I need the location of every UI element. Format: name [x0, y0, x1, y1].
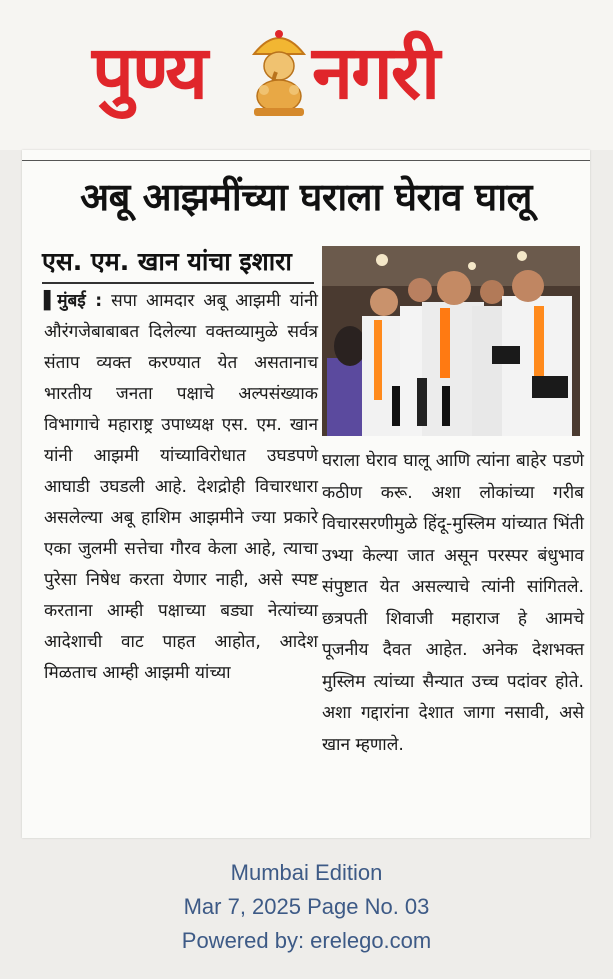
ganesha-logo-icon [246, 20, 312, 120]
article-column-right [322, 446, 584, 761]
date-page-label: Mar 7, 2025 Page No. 03 [183, 894, 430, 919]
dateline: मुंबई : [57, 291, 103, 311]
article-text-right: घराला घेराव घालू आणि त्यांना बाहेर पडणे कठीण करू. अशा लोकांच्या गरीब विचारसरणीमुळे हिंदू-मुस्लिम यांच्यात भिंती उभ्या केल्या जात असून परस्पर बंधुभाव संपुष्टात येत असल्याचे त्यांनी सांगितले. छत्रपती शिवाजी महाराज हे आमचे पूजनीय दैवत आहेत. अनेक देशभक्त मुस्लिम त्यांच्या सैन्यात उच्च पदांवर होते. अशा गद्दारांना देशात जागा नसावी, असे खान म्हणाले. [322, 451, 584, 755]
edition-label: Mumbai Edition [230, 860, 383, 885]
article-column-left: ▌मुंबई : सपा आमदार अबू आझमी यांनी औरंगजेबाबाबत दिलेल्या वक्तव्यामुळे सर्वत्र संताप व्यक्त करण्यात येत असतानाच भारतीय जनता पक्षाचे अल्पसंख्याक विभागाचे महाराष्ट्र उपाध्यक्ष एस. एम. खान यांनी आझमी यांच्याविरोधात उघडपणे आघाडी उघडली आहे. देशद्रोही विचारधारा असलेल्या अबू हाशिम आझमीने ज्या प्रकारे एका जुलमी सत्तेचा गौरव केला आहे, त्याचा पुरेसा निषेध करता येणार नाही, असे स्पष्ट करताना आम्ही पक्षाच्या बड्या नेत्यांच्या आदेशाची वाट पाहत आहोत, आदेश मिळताच आम्ही आझमी यांच्या [44, 291, 318, 683]
masthead [0, 0, 613, 150]
subheadline: एस. एम. खान यांचा इशारा [42, 242, 314, 284]
headline: अबू आझमींच्या घराला घेराव घालू [80, 175, 532, 219]
news-clipping [22, 150, 590, 838]
masthead-title-left: पुण्य [92, 30, 207, 116]
article-text-left: सपा आमदार अबू आझमी यांनी औरंगजेबाबाबत दिलेल्या वक्तव्यामुळे सर्वत्र संताप व्यक्त करण्यात येत असतानाच भारतीय जनता पक्षाचे अल्पसंख्याक विभागाचे महाराष्ट्र उपाध्यक्ष एस. एम. खान यांनी आझमी यांच्याविरोधात उघडपणे आघाडी उघडली आहे. देशद्रोही विचारधारा असलेल्या अबू हाशिम आझमीने ज्या प्रकारे एका जुलमी सत्तेचा गौरव केला आहे, त्याचा पुरेसा निषेध करता येणार नाही, असे स्पष्ट करताना आम्ही पक्षाच्या बड्या नेत्यांच्या आदेशाची वाट पाहत आहोत, आदेश मिळताच आम्ही आझमी यांच्या [44, 291, 318, 683]
masthead-title-right: नगरी [312, 30, 439, 116]
news-photo [322, 246, 580, 436]
rule-line [22, 160, 590, 161]
powered-by-link[interactable]: Powered by: erelego.com [181, 928, 432, 953]
